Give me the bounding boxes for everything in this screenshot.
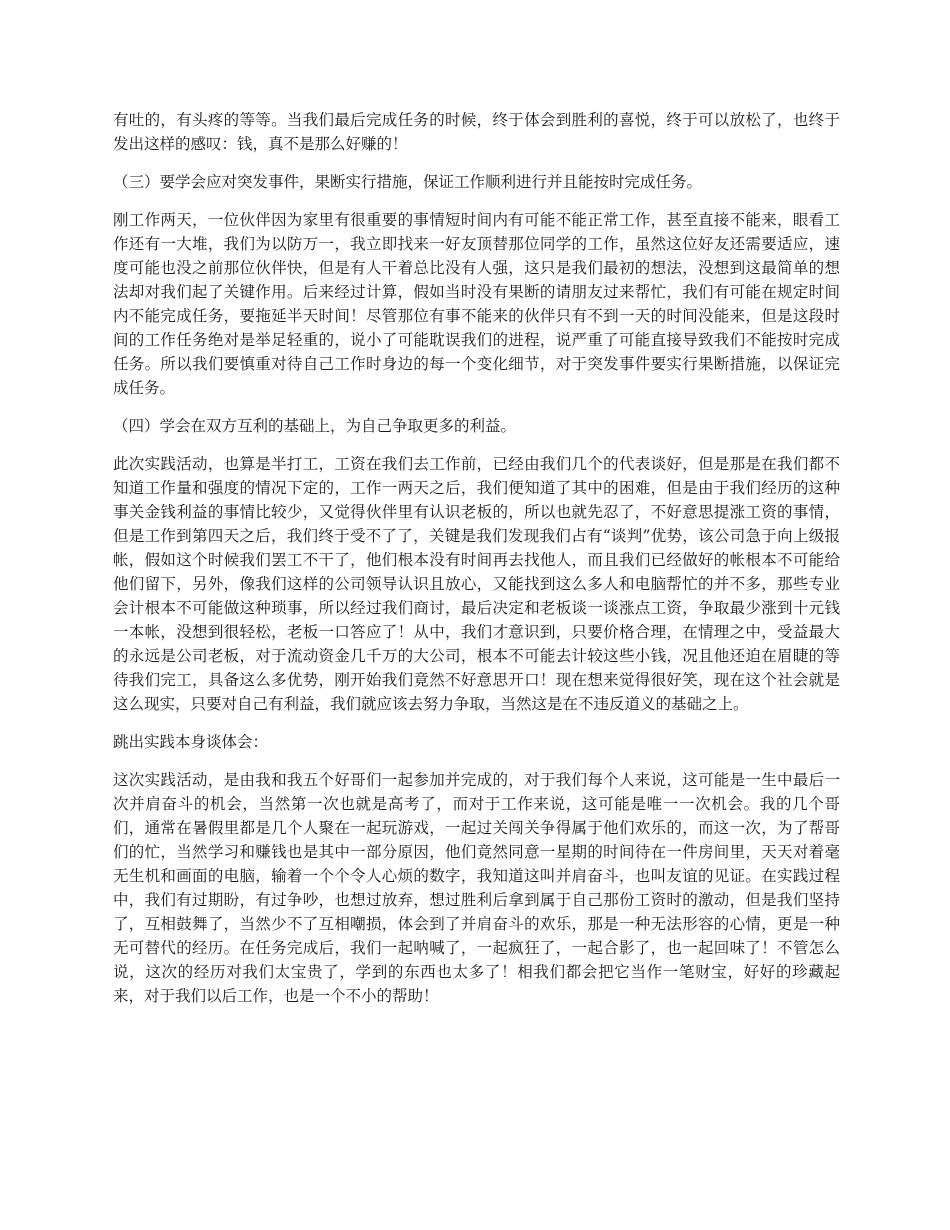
section-heading-3: （三）要学会应对突发事件，果断实行措施，保证工作顺利进行并且能按时完成任务。 <box>113 173 703 191</box>
section-heading-4: （四）学会在双方互利的基础上，为自己争取更多的利益。 <box>113 417 517 435</box>
document-body <box>113 108 840 1022</box>
paragraph-reflection: 这次实践活动，是由我和我五个好哥们一起参加并完成的，对于我们每个人来说，这可能是一生中最后一次并肩奋斗的机会，当然第一次也就是高考了，而对于工作来说，这可能是唯一一次机会。我的几个哥们，通常在暑假里都是几个人聚在一起玩游戏，一起过关闯关争得属于他们欢乐的，而这一次，为了帮哥们的忙，当然学习和赚钱也是其中一部分原因，他们竟然同意一星期的时间待在一件房间里，天天对着毫无生机和画面的电脑，输着一个个令人心烦的数字，我知道这叫并肩奋斗，也叫友谊的见证。在实践过程中，我们有过期盼，有过争吵，也想过放弃，想过胜利后拿到属于自己那份工资时的激动，但是我们坚持了，互相鼓舞了，当然少不了互相嘲损，体会到了并肩奋斗的欢乐，那是一种无法形容的心情，更是一种无可替代的经历。在任务完成后，我们一起呐喊了，一起疯狂了，一起合影了，也一起回味了！不管怎么说，这次的经历对我们太宝贵了，学到的东西也太多了！相我们都会把它当作一笔财宝，好好的珍藏起来，对于我们以后工作，也是一个不小的帮助！ <box>113 771 840 1005</box>
section-heading-reflection: 跳出实践本身谈体会： <box>113 733 269 751</box>
paragraph-negotiation: 此次实践活动，也算是半打工，工资在我们去工作前，已经由我们几个的代表谈好，但是那是在我们都不知道工作量和强度的情况下定的，工作一两天之后，我们便知道了其中的困难，但是由于我们经历的这种事关金钱利益的事情比较少，又觉得伙伴里有认识老板的，所以也就先忍了，不好意思提涨工资的事情，但是工作到第四天之后，我们终于受不了了，关键是我们发现我们占有“谈判”优势，该公司急于向上级报帐，假如这个时候我们罢工不干了，他们根本没有时间再去找他人，而且我们已经做好的帐根本不可能给他们留下，另外，像我们这样的公司领导认识且放心，又能找到这么多人和电脑帮忙的并不多，那些专业会计根本不可能做这种琐事，所以经过我们商讨，最后决定和老板谈一谈涨点工资，争取最少涨到十元钱一本帐，没想到很轻松，老板一口答应了！从中，我们才意识到，只要价格合理，在情理之中，受益最大的永远是公司老板，对于流动资金几千万的大公司，根本不可能去计较这些小钱，况且他还迫在眉睫的等待我们完工，具备这么多优势，刚开始我们竟然不好意思开口！现在想来觉得很好笑，现在这个社会就是这么现实，只要对自己有利益，我们就应该去努力争取，当然这是在不违反道义的基础之上。 <box>113 455 840 713</box>
paragraph-continued: 有吐的，有头疼的等等。当我们最后完成任务的时候，终于体会到胜利的喜悦，终于可以放松了，也终于发出这样的感叹：钱，真不是那么好赚的！ <box>113 111 840 153</box>
paragraph-emergency: 刚工作两天，一位伙伴因为家里有很重要的事情短时间内有可能不能正常工作，甚至直接不能来，眼看工作还有一大堆，我们为以防万一，我立即找来一好友顶替那位同学的工作，虽然这位好友还需要适应，速度可能也没之前那位伙伴快，但是有人干着总比没有人强，这只是我们最初的想法，没想到这最简单的想法却对我们起了关键作用。后来经过计算，假如当时没有果断的请朋友过来帮忙，我们有可能在规定时间内不能完成任务，要拖延半天时间！尽管那位有事不能来的伙伴只有不到一天的时间没能来，但是这段时间的工作任务绝对是举足轻重的，说小了可能耽误我们的进程，说严重了可能直接导致我们不能按时完成任务。所以我们要慎重对待自己工作时身边的每一个变化细节，对于突发事件要实行果断措施，以保证完成任务。 <box>113 211 840 397</box>
